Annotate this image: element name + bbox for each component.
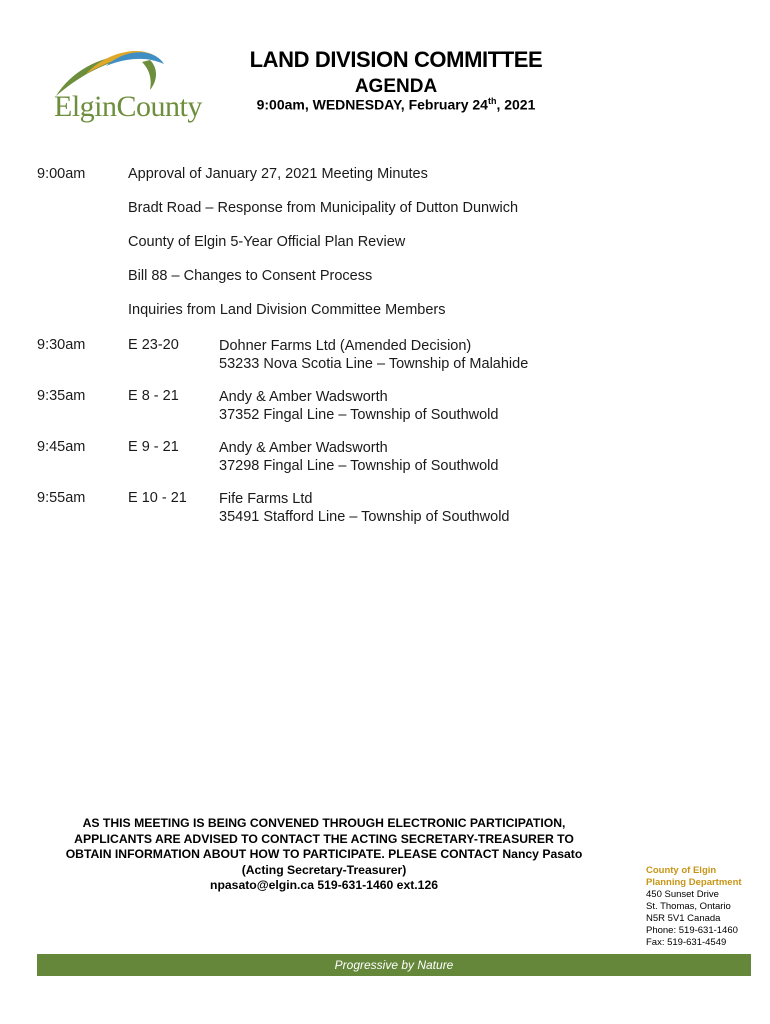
agenda-heading: AGENDA [354, 76, 438, 97]
notice-line: APPLICANTS ARE ADVISED TO CONTACT THE ACTING SECRETARY-TREASURER TO [74, 831, 574, 846]
department-contact-block [646, 865, 742, 949]
fax-number: Fax: 519-631-4549 [646, 937, 727, 948]
department-name: Planning Department [646, 877, 742, 888]
property-location: 37298 Fingal Line – Township of Southwold [219, 458, 499, 474]
applicant-name: Andy & Amber Wadsworth [219, 389, 388, 405]
agenda-item: Inquiries from Land Division Committee Members [128, 302, 446, 318]
application-file-number: E 8 - 21 [128, 388, 179, 404]
application-time: 9:55am [37, 490, 86, 506]
application-time: 9:35am [37, 388, 86, 404]
address-line: St. Thomas, Ontario [646, 901, 731, 912]
address-line: N5R 5V1 Canada [646, 913, 721, 924]
notice-line: (Acting Secretary-Treasurer) [241, 862, 407, 877]
meeting-datetime: 9:00am, WEDNESDAY, February 24th, 2021 [256, 96, 536, 113]
application-details [219, 388, 498, 424]
notice-line: OBTAIN INFORMATION ABOUT HOW TO PARTICIPATE. PLEASE CONTACT Nancy Pasato [65, 847, 583, 861]
applicant-name: Andy & Amber Wadsworth [219, 440, 388, 456]
elgin-county-logo [46, 44, 218, 128]
applicant-name: Fife Farms Ltd [219, 491, 313, 507]
property-location: 53233 Nova Scotia Line – Township of Malahide [219, 356, 529, 372]
property-location: 37352 Fingal Line – Township of Southwold [219, 407, 499, 423]
logo-text: ElginCounty [54, 90, 202, 123]
agenda-item: Bill 88 – Changes to Consent Process [128, 268, 373, 284]
agenda-item: Bradt Road – Response from Municipality of Dutton Dunwich [128, 200, 519, 216]
agenda-time: 9:00am [37, 166, 86, 182]
contact-email-phone: npasato@elgin.ca 519-631-1460 ext.126 [210, 878, 438, 892]
application-details [219, 490, 509, 526]
department-county: County of Elgin [646, 865, 717, 876]
application-file-number: E 23-20 [128, 337, 179, 353]
address-line: 450 Sunset Drive [646, 889, 719, 900]
agenda-item: County of Elgin 5-Year Official Plan Review [128, 234, 406, 250]
application-time: 9:45am [37, 439, 86, 455]
notice-line: AS THIS MEETING IS BEING CONVENED THROUGH ELECTRONIC PARTICIPATION, [82, 816, 566, 830]
property-location: 35491 Stafford Line – Township of Southwold [219, 509, 510, 525]
phone-number: Phone: 519-631-1460 [646, 925, 738, 936]
applicant-name: Dohner Farms Ltd (Amended Decision) [219, 338, 472, 354]
footer-tagline: Progressive by Nature [334, 958, 454, 972]
application-details [219, 337, 528, 373]
committee-title: LAND DIVISION COMMITTEE [249, 47, 543, 72]
application-file-number: E 10 - 21 [128, 490, 187, 506]
agenda-item: Approval of January 27, 2021 Meeting Minutes [128, 166, 428, 182]
participation-notice [46, 816, 602, 894]
footer-tagline-bar [37, 954, 751, 976]
application-time: 9:30am [37, 337, 86, 353]
application-file-number: E 9 - 21 [128, 439, 179, 455]
application-details [219, 439, 498, 475]
